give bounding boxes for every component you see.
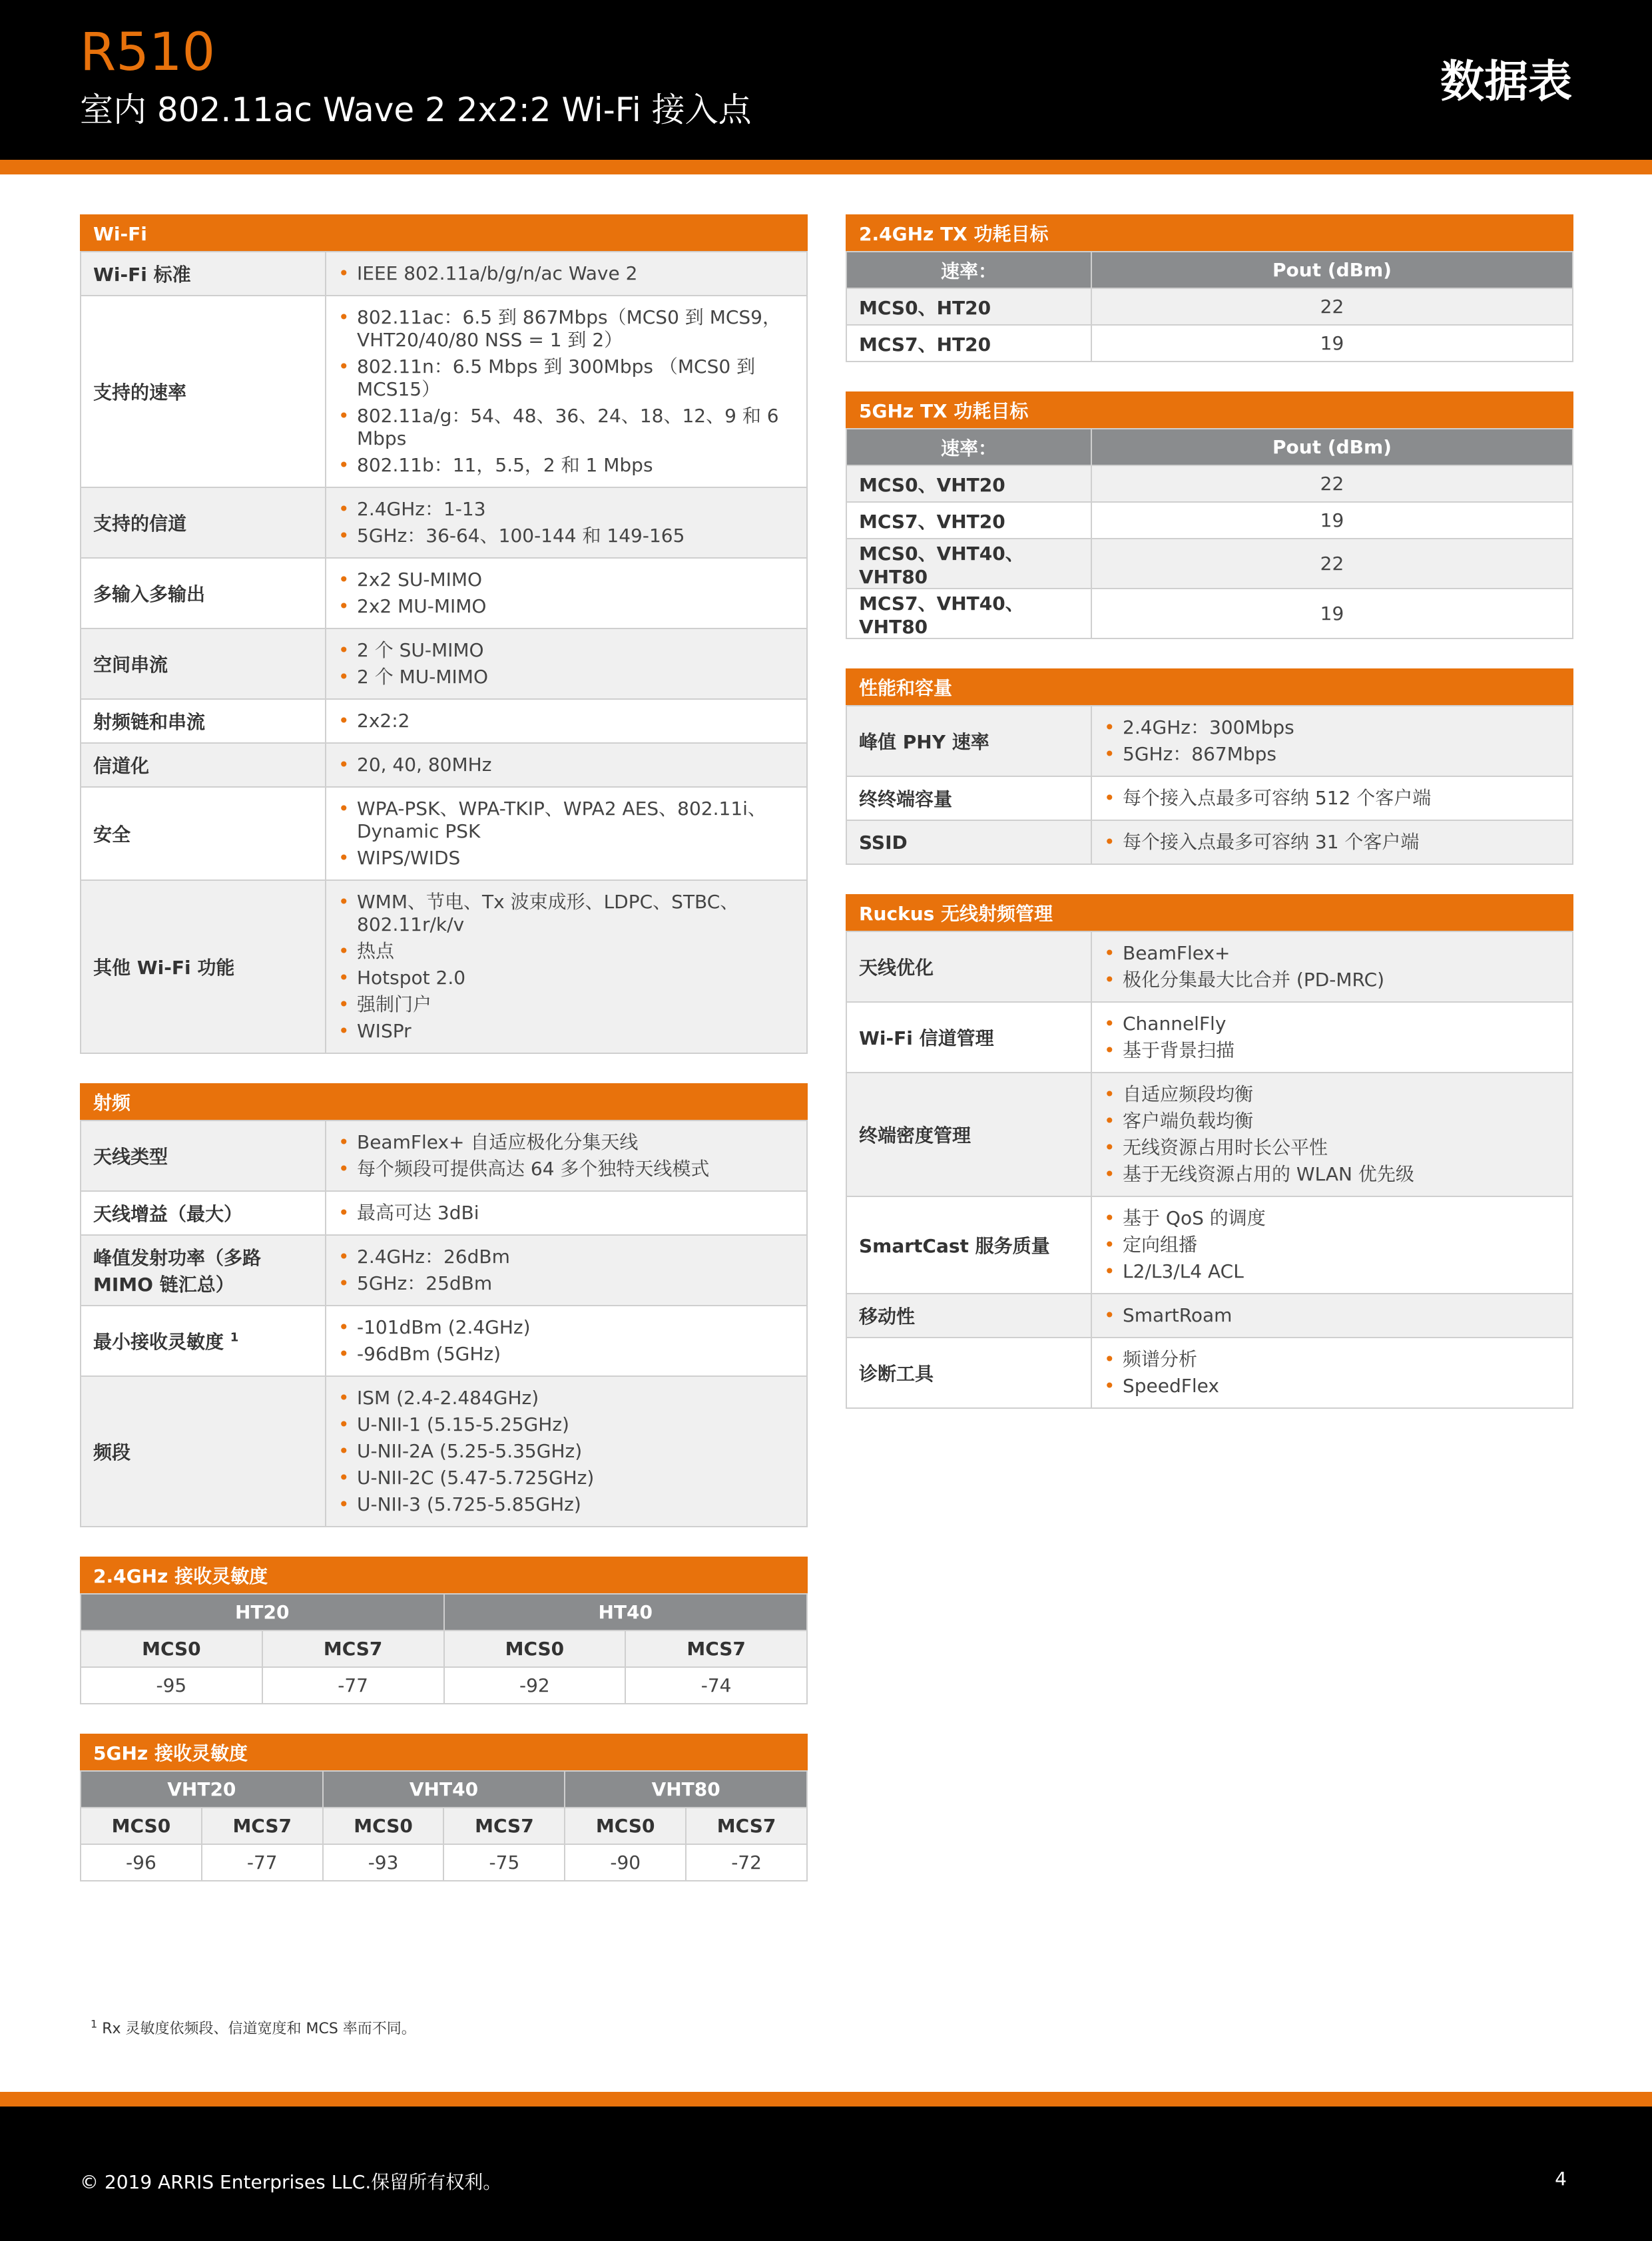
list-item: • 强制门户 [338,993,794,1016]
table-row [846,589,1573,638]
sub-header: MCS0 [565,1808,686,1844]
sub-header: MCS0 [81,1808,202,1844]
table-row [81,1191,807,1235]
sensitivity-value: -77 [262,1667,444,1704]
row-value [326,558,807,628]
table-row [846,931,1573,1002]
group-header: VHT80 [565,1771,807,1808]
row-value [326,1306,807,1376]
row-label [846,776,1091,820]
sub-header: MCS7 [443,1808,565,1844]
row-label [846,820,1091,864]
table-row [81,1306,807,1376]
row-label-text: 终终端容量 [859,788,953,810]
rate-label: MCS0、VHT20 [846,465,1091,502]
list-item: • ChannelFly [1104,1013,1560,1035]
table-row [846,776,1573,820]
sub-header: MCS7 [625,1630,807,1667]
row-label-text: 空间串流 [93,654,168,676]
footnote [91,2017,416,2038]
rate-label: MCS7、VHT20 [846,502,1091,539]
spec-table [80,251,808,1054]
value-list [338,498,794,547]
table-row [81,252,807,296]
rate-label: MCS0、HT20 [846,288,1091,325]
value-row [81,1844,807,1881]
list-item: • BeamFlex+ 自适应极化分集天线 [338,1131,794,1154]
section-title: 2.4GHz 接收灵敏度 [80,1557,808,1593]
row-value [326,1120,807,1191]
group-header: VHT20 [81,1771,323,1808]
value-list [338,1202,794,1224]
value-list [338,1131,794,1180]
sub-header: MCS7 [202,1808,323,1844]
list-item: • 5GHz：867Mbps [1104,743,1560,766]
row-value [326,1376,807,1527]
row-value [326,699,807,743]
row-label-text: 移动性 [859,1306,916,1328]
sensitivity-value: -93 [323,1844,444,1881]
footer-accent-stripe [0,2092,1652,2107]
spec-table [80,1120,808,1527]
pout-header: Pout (dBm) [1091,429,1573,465]
list-item: • BeamFlex+ [1104,942,1560,965]
page-header [0,0,1652,160]
table-row [846,1338,1573,1408]
table-body [81,1120,807,1527]
row-value [326,743,807,787]
spec-table [846,428,1573,639]
rate-label: MCS7、VHT40、VHT80 [846,589,1091,638]
table-row [81,1376,807,1527]
list-item: • -96dBm (5GHz) [338,1343,794,1366]
copyright: © 2019 ARRIS Enterprises LLC.保留所有权利。 [80,2171,502,2193]
table-header-row [846,429,1573,465]
row-value [326,1191,807,1235]
row-value [1091,820,1573,864]
footnote-ref: 1 [230,1330,239,1345]
row-value [1091,1073,1573,1196]
list-item: • U-NII-3 (5.725-5.85GHz) [338,1493,794,1516]
spec-table [80,1593,808,1704]
list-item: • SmartRoam [1104,1304,1560,1327]
row-label [81,558,326,628]
section-performance [846,668,1573,865]
section-tx-5ghz [846,391,1573,639]
row-label-text: Wi-Fi 信道管理 [859,1027,994,1049]
table-row [81,699,807,743]
value-list [1104,1207,1560,1283]
spec-table [846,251,1573,362]
list-item: • WISPr [338,1020,794,1043]
value-list [338,569,794,618]
row-value [1091,776,1573,820]
table-row [81,743,807,787]
table-row [81,1235,807,1306]
footnote-mark: 1 [91,2017,98,2031]
list-item: • 每个频段可提供高达 64 多个独特天线模式 [338,1158,794,1180]
list-item: • U-NII-2C (5.47-5.725GHz) [338,1467,794,1489]
pout-value: 19 [1091,325,1573,362]
list-item: • 基于 QoS 的调度 [1104,1207,1560,1230]
row-label [81,1376,326,1527]
table-body [81,252,807,1053]
row-label-text: 天线类型 [93,1146,168,1168]
list-item: • L2/L3/L4 ACL [1104,1260,1560,1283]
pout-value: 22 [1091,288,1573,325]
rate-header: 速率： [846,252,1091,288]
row-label-text: 天线增益（最大） [93,1203,243,1225]
table-body [846,706,1573,864]
list-item: • 频谱分析 [1104,1348,1560,1371]
sub-header-row [81,1808,807,1844]
pout-value: 22 [1091,539,1573,589]
value-list [1104,831,1560,854]
spec-table [846,931,1573,1409]
list-item: • 2x2 MU-MIMO [338,595,794,618]
sub-header-row [81,1630,807,1667]
value-list [338,306,794,477]
section-title: 5GHz TX 功耗目标 [846,391,1573,428]
list-item: • Hotspot 2.0 [338,967,794,989]
sensitivity-value: -75 [443,1844,565,1881]
sensitivity-value: -96 [81,1844,202,1881]
table-row [846,288,1573,325]
list-item: • 802.11b：11，5.5，2 和 1 Mbps [338,454,794,477]
list-item: • 每个接入点最多可容纳 31 个客户端 [1104,831,1560,854]
table-row [846,539,1573,589]
list-item: • -101dBm (2.4GHz) [338,1316,794,1339]
list-item: • 定向组播 [1104,1234,1560,1256]
table-row [81,628,807,699]
row-label [81,787,326,880]
list-item: • 客户端负载均衡 [1104,1110,1560,1132]
list-item: • 2 个 SU-MIMO [338,639,794,662]
rate-header: 速率： [846,429,1091,465]
row-label [81,487,326,558]
spec-table [80,1770,808,1881]
row-value [326,252,807,296]
row-value [1091,931,1573,1002]
sub-header: MCS7 [686,1808,807,1844]
row-label-text: 峰值 PHY 速率 [859,731,989,753]
row-value [326,628,807,699]
row-label [846,1002,1091,1073]
product-model: R510 [80,23,216,83]
row-value [1091,1294,1573,1338]
row-value [1091,1338,1573,1408]
table-row [846,706,1573,776]
right-column [846,214,1573,1438]
row-label [81,1235,326,1306]
sensitivity-value: -92 [444,1667,626,1704]
spec-table [846,705,1573,865]
group-header: HT40 [444,1594,808,1630]
value-list [338,754,794,776]
value-list [1104,1013,1560,1062]
row-label [846,706,1091,776]
value-list [338,639,794,688]
value-list [338,262,794,285]
row-value [326,787,807,880]
row-label [81,699,326,743]
row-label-text: 信道化 [93,755,150,777]
list-item: • 最高可达 3dBi [338,1202,794,1224]
value-list [1104,942,1560,991]
left-column [80,214,808,1911]
list-item: • 802.11n：6.5 Mbps 到 300Mbps （MCS0 到 MCS15） [338,356,794,401]
page-number: 4 [1555,2168,1567,2190]
table-row [846,502,1573,539]
row-label-text: 诊断工具 [859,1363,934,1385]
row-value [326,296,807,487]
value-list [338,1387,794,1516]
list-item: • 5GHz：36-64、100-144 和 149-165 [338,525,794,547]
group-header: HT20 [81,1594,444,1630]
row-label [81,1306,326,1376]
section-rx-2-4ghz [80,1557,808,1704]
sub-header: MCS0 [81,1630,262,1667]
list-item: • U-NII-1 (5.15-5.25GHz) [338,1413,794,1436]
list-item: • SpeedFlex [1104,1375,1560,1397]
list-item: • 5GHz：25dBm [338,1272,794,1295]
row-label [81,743,326,787]
document-type: 数据表 [1440,56,1572,107]
row-label-text: 支持的信道 [93,513,187,535]
pout-value: 19 [1091,502,1573,539]
section-tx-2-4ghz [846,214,1573,362]
table-body [81,1594,807,1704]
list-item: • 20, 40, 80MHz [338,754,794,776]
table-row [846,1196,1573,1294]
row-label-text: Wi-Fi 标准 [93,264,191,286]
list-item: • 2.4GHz：26dBm [338,1246,794,1268]
value-list [1104,1304,1560,1327]
table-row [81,296,807,487]
table-row [846,1002,1573,1073]
list-item: • 基于背景扫描 [1104,1039,1560,1062]
table-row [81,558,807,628]
value-list [338,798,794,870]
table-body [846,931,1573,1408]
list-item: • 2.4GHz：1-13 [338,498,794,521]
section-rx-5ghz [80,1734,808,1881]
row-label-text: 天线优化 [859,957,934,979]
footnote-text: Rx 灵敏度依频段、信道宽度和 MCS 率而不同。 [102,2021,416,2037]
section-title: 射频 [80,1083,808,1120]
section-title: 2.4GHz TX 功耗目标 [846,214,1573,251]
list-item: • 2.4GHz：300Mbps [1104,716,1560,739]
table-row [846,1073,1573,1196]
row-label [846,1073,1091,1196]
row-label [81,296,326,487]
row-label-text: 射频链和串流 [93,711,206,733]
rate-label: MCS7、HT20 [846,325,1091,362]
row-label-text: 最小接收灵敏度 [93,1331,224,1353]
list-item: • 无线资源占用时长公平性 [1104,1136,1560,1159]
list-item: • U-NII-2A (5.25-5.35GHz) [338,1440,794,1463]
list-item: • ISM (2.4-2.484GHz) [338,1387,794,1409]
row-label-text: SmartCast 服务质量 [859,1235,1050,1257]
table-row [81,787,807,880]
row-label-text: 其他 Wi-Fi 功能 [93,957,235,979]
table-body [81,1771,807,1881]
row-label-text: 多输入多输出 [93,583,206,605]
sensitivity-value: -74 [625,1667,807,1704]
table-row [846,820,1573,864]
list-item: • 基于无线资源占用的 WLAN 优先级 [1104,1163,1560,1186]
row-label [846,931,1091,1002]
pout-value: 22 [1091,465,1573,502]
value-list [338,1316,794,1366]
table-row [846,325,1573,362]
row-label-text: 峰值发射功率（多路 MIMO 链汇总） [93,1247,262,1296]
sub-header: MCS7 [262,1630,444,1667]
section-ruckus-rf-management [846,894,1573,1409]
row-value [326,880,807,1053]
row-value [326,1235,807,1306]
list-item: • WPA-PSK、WPA-TKIP、WPA2 AES、802.11i、Dynamic PSK [338,798,794,843]
list-item: • 2x2:2 [338,710,794,732]
product-subtitle: 室内 802.11ac Wave 2 2x2:2 Wi-Fi 接入点 [80,91,752,129]
section-radio [80,1083,808,1527]
pout-value: 19 [1091,589,1573,638]
sub-header: MCS0 [323,1808,444,1844]
row-label [846,1338,1091,1408]
value-list [1104,1348,1560,1397]
table-row [81,880,807,1053]
row-label-text: SSID [859,831,908,854]
sub-header: MCS0 [444,1630,626,1667]
sensitivity-value: -72 [686,1844,807,1881]
value-row [81,1667,807,1704]
section-title: 性能和容量 [846,668,1573,705]
sensitivity-value: -90 [565,1844,686,1881]
group-header: VHT40 [323,1771,565,1808]
value-list [338,891,794,1043]
value-list [1104,1083,1560,1186]
value-list [1104,716,1560,766]
header-accent-stripe [0,160,1652,174]
value-list [1104,787,1560,810]
pout-header: Pout (dBm) [1091,252,1573,288]
table-row [846,465,1573,502]
value-list [338,710,794,732]
sensitivity-value: -77 [202,1844,323,1881]
row-label-text: 支持的速率 [93,381,187,403]
table-row [81,1120,807,1191]
table-body [846,429,1573,638]
rate-label: MCS0、VHT40、VHT80 [846,539,1091,589]
row-label [81,628,326,699]
row-value [326,487,807,558]
list-item: • 802.11a/g：54、48、36、24、18、12、9 和 6 Mbps [338,405,794,450]
group-header-row [81,1771,807,1808]
row-label [846,1294,1091,1338]
row-value [1091,1002,1573,1073]
list-item: • 每个接入点最多可容纳 512 个客户端 [1104,787,1560,810]
value-list [338,1246,794,1295]
row-label-text: 终端密度管理 [859,1124,971,1146]
sensitivity-value: -95 [81,1667,262,1704]
row-label [846,1196,1091,1294]
row-label [81,252,326,296]
list-item: • 2x2 SU-MIMO [338,569,794,591]
list-item: • 极化分集最大比合并 (PD-MRC) [1104,969,1560,991]
table-row [81,487,807,558]
section-title: Ruckus 无线射频管理 [846,894,1573,931]
group-header-row [81,1594,807,1630]
table-body [846,252,1573,362]
row-label [81,1191,326,1235]
table-row [846,1294,1573,1338]
row-value [1091,1196,1573,1294]
row-label-text: 安全 [93,824,131,846]
list-item: • IEEE 802.11a/b/g/n/ac Wave 2 [338,262,794,285]
list-item: • 热点 [338,940,794,963]
row-label [81,1120,326,1191]
list-item: • WIPS/WIDS [338,847,794,870]
section-title: 5GHz 接收灵敏度 [80,1734,808,1770]
row-value [1091,706,1573,776]
section-wifi [80,214,808,1054]
list-item: • 802.11ac：6.5 到 867Mbps（MCS0 到 MCS9，VHT20/40/80 NSS = 1 到 2） [338,306,794,352]
section-title: Wi-Fi [80,214,808,251]
table-header-row [846,252,1573,288]
list-item: • 自适应频段均衡 [1104,1083,1560,1106]
list-item: • 2 个 MU-MIMO [338,666,794,688]
row-label-text: 频段 [93,1441,131,1463]
row-label [81,880,326,1053]
list-item: • WMM、节电、Tx 波束成形、LDPC、STBC、802.11r/k/v [338,891,794,936]
